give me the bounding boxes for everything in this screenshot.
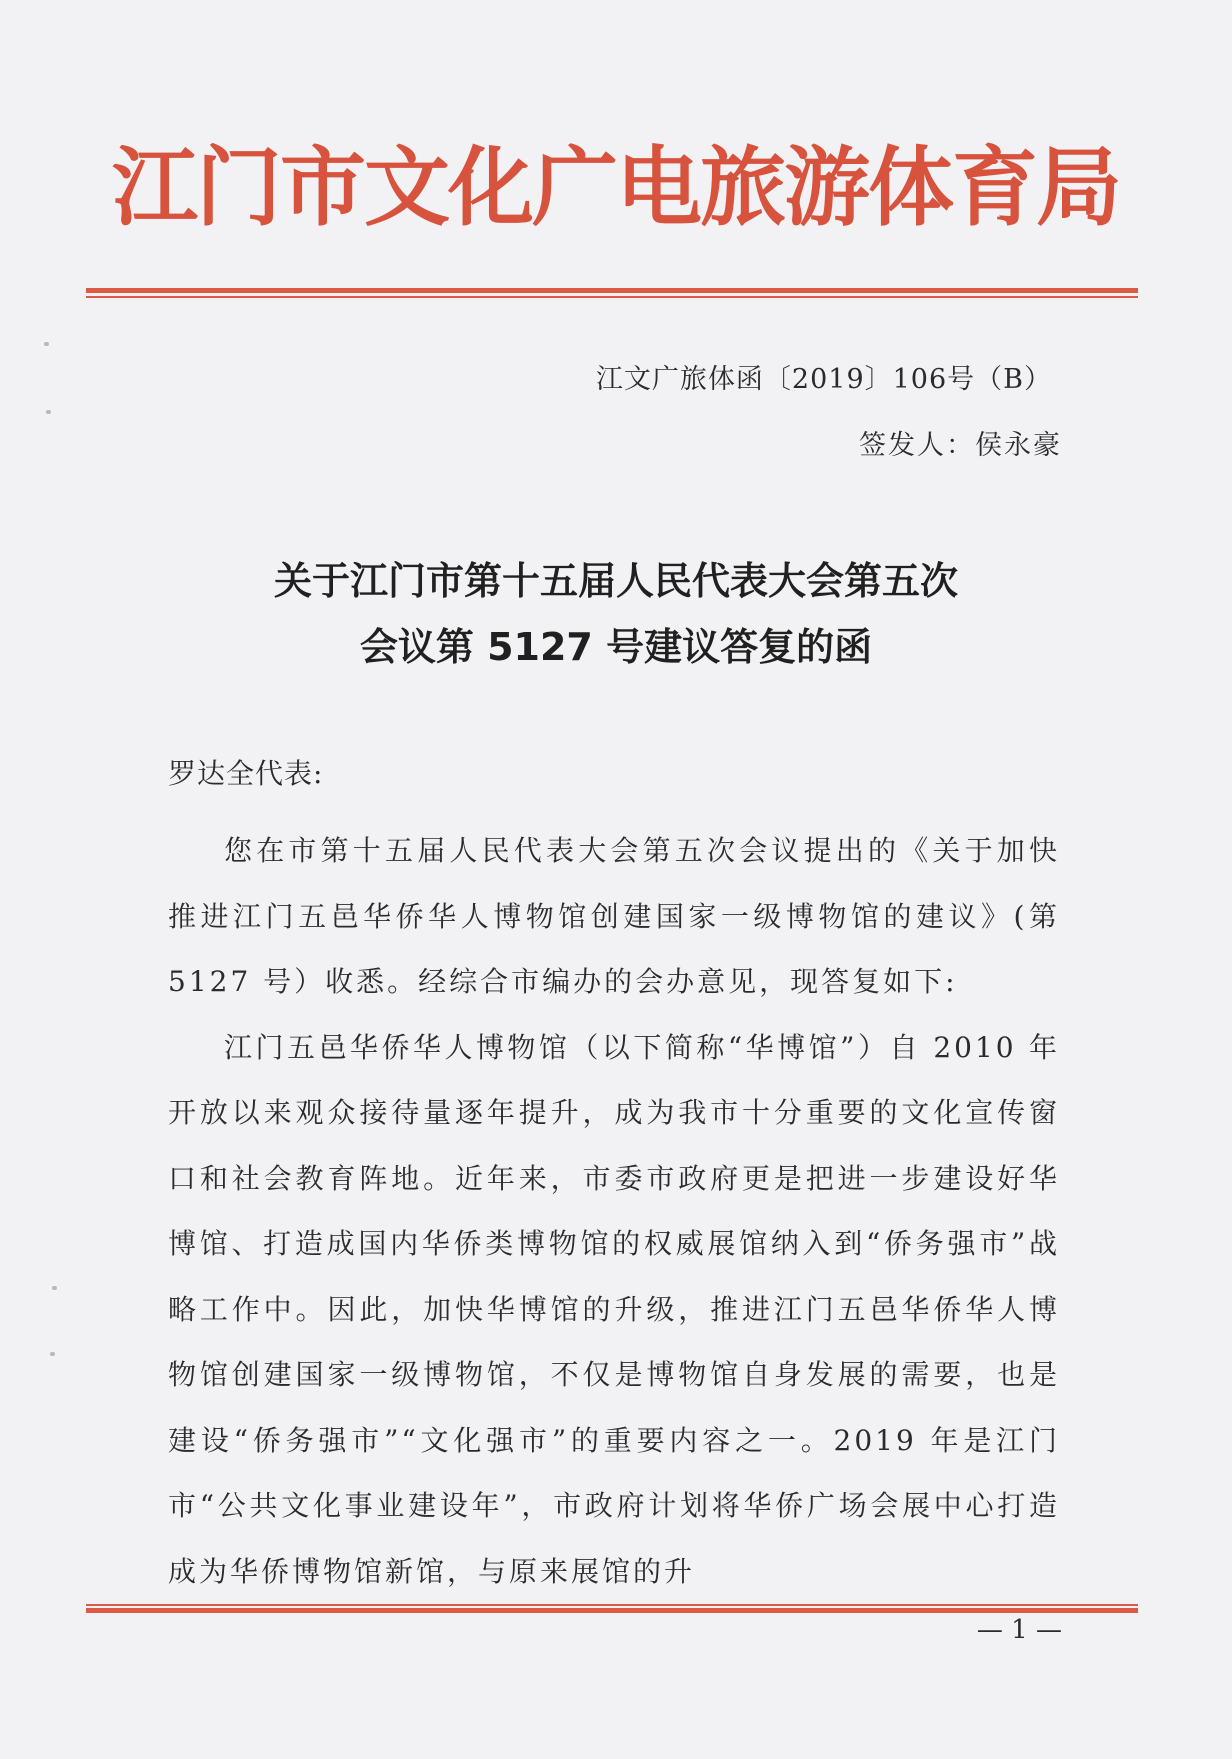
document-title [120,548,1112,680]
document-title-line-2: 会议第 5127 号建议答复的函 [359,625,873,669]
page-number: — 1 — [976,1615,1062,1645]
punch-hole-mark [52,1286,57,1290]
header-rule-thick [86,288,1138,293]
letterhead-title: 江门市文化广电旅游体育局 [112,138,1120,238]
punch-hole-mark [46,410,51,414]
punch-hole-mark [50,1352,55,1356]
body-paragraph-2: 江门五邑华侨华人博物馆（以下简称“华博馆”）自 2010 年开放以来观众接待量逐年提升，成为我市十分重要的文化宣传窗口和社会教育阵地。近年来，市委市政府更是把进一步建设好华博馆、打造成国内华侨类博物馆的权威展馆纳入到“侨务强市”战略工作中。因此，加快华博馆的升级，推进江门五邑华侨华人博物馆创建国家一级博物馆，不仅是博物馆自身发展的需要，也是建设“侨务强市”“文化强市”的重要内容之一。2019 年是江门市“公共文化事业建设年”，市政府计划将华侨广场会展中心打造成为华侨博物馆新馆，与原来展馆的升 [168,1030,1060,1588]
letter-body [168,818,1060,1604]
punch-hole-mark [44,342,49,346]
footer-rule-thin [86,1604,1138,1606]
signer-line: 签发人：侯永豪 [859,430,1062,461]
header-rule-thin [86,296,1138,298]
salutation: 罗达全代表: [168,757,324,790]
document-title-line-1: 关于江门市第十五届人民代表大会第五次 [273,559,958,603]
document-number: 江文广旅体函〔2019〕106号（B） [595,364,1052,395]
body-paragraph-1: 您在市第十五届人民代表大会第五次会议提出的《关于加快推进江门五邑华侨华人博物馆创建国家一级博物馆的建议》(第 5127 号）收悉。经综合市编办的会办意见，现答复如下: [168,834,1060,998]
header-red-rule [86,288,1138,300]
